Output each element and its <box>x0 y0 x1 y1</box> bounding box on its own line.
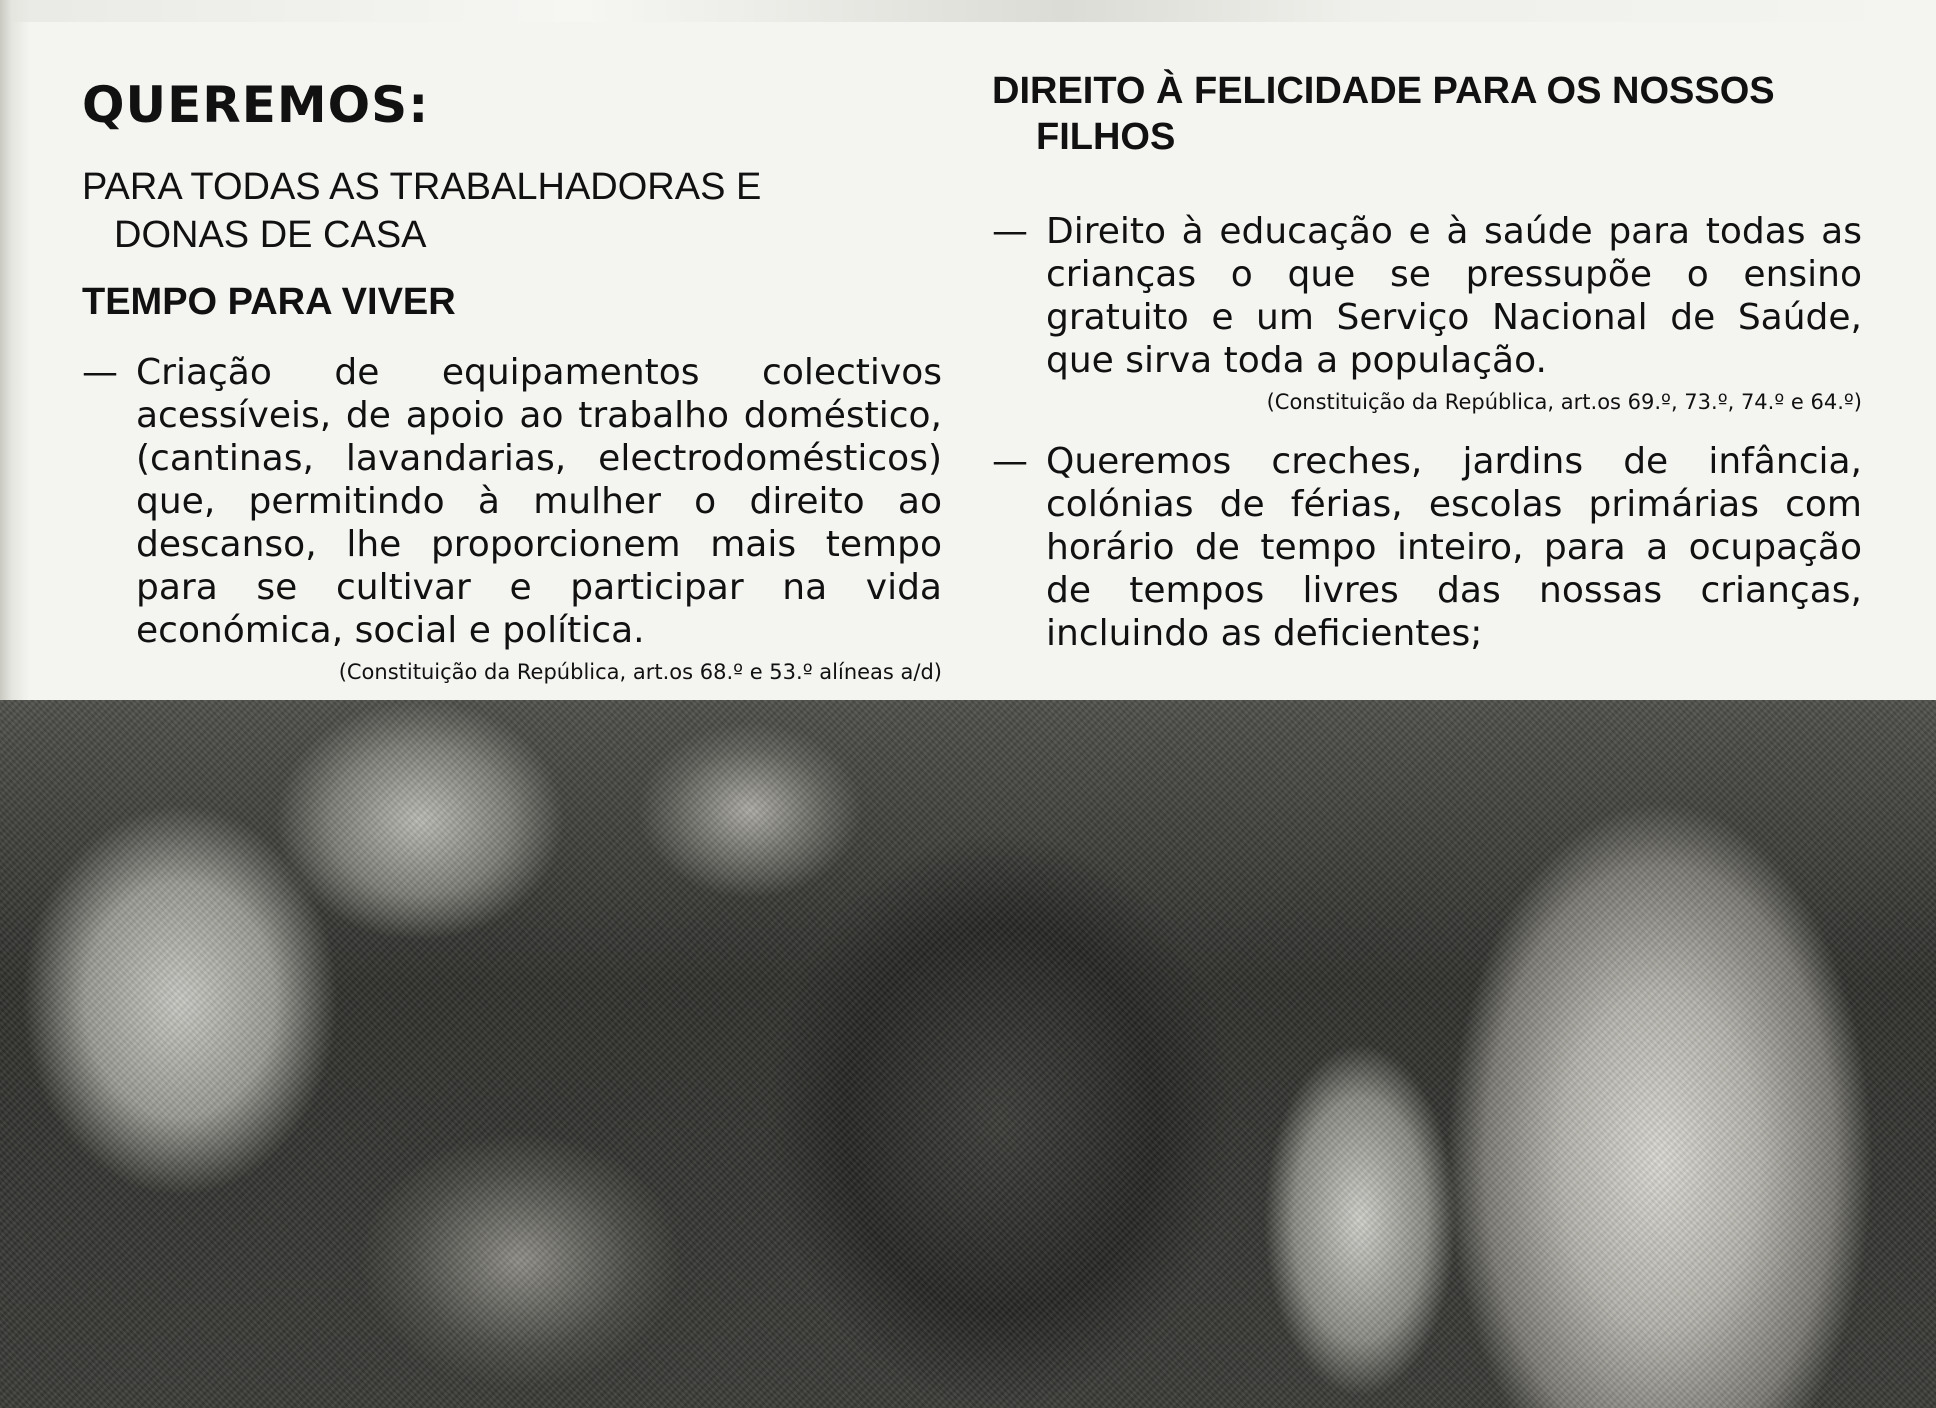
item-dash: — <box>82 352 118 393</box>
photograph <box>0 700 1936 1408</box>
item-text: Direito à educação e à saúde para todas as crianças o que se pressupõe o ensino gratuito e um Serviço Nacional de Saúde, que sirva toda a população. <box>1046 211 1862 381</box>
list-item <box>992 440 1862 655</box>
constitution-reference: (Constituição da República, art.os 68.º e 53.º alíneas a/d) <box>338 660 942 684</box>
scan-edge <box>0 0 1936 22</box>
item-text: Criação de equipamentos colectivos acessíveis, de apoio ao trabalho doméstico, (cantinas, lavandarias, electrodomésticos) que, permitindo à mulher o direito ao descanso, lhe proporcionem mais tempo para se cultivar e participar na vida económica, social e política. <box>136 352 942 651</box>
photo-grain <box>0 700 1936 1408</box>
item-dash: — <box>992 211 1028 252</box>
list-item <box>992 210 1862 382</box>
section-heading-tempo: TEMPO PARA VIVER <box>82 281 456 323</box>
subtitle: PARA TODAS AS TRABALHADORAS E DONAS DE CASA <box>82 166 762 256</box>
section-heading-felicidade: DIREITO À FELICIDADE PARA OS NOSSOS FILHOS <box>992 70 1775 158</box>
main-title: QUEREMOS: <box>82 76 430 134</box>
constitution-reference: (Constituição da República, art.os 69.º, 73.º, 74.º e 64.º) <box>1266 390 1862 414</box>
item-text: Queremos creches, jardins de infância, colónias de férias, escolas primárias com horário de tempo inteiro, para a ocupação de tempos livres das nossas crianças, incluindo as deficientes; <box>1046 441 1862 654</box>
right-column <box>992 68 1862 661</box>
left-column <box>82 68 942 710</box>
scan-left-shadow <box>0 0 30 700</box>
item-dash: — <box>992 441 1028 482</box>
list-item <box>82 351 942 652</box>
